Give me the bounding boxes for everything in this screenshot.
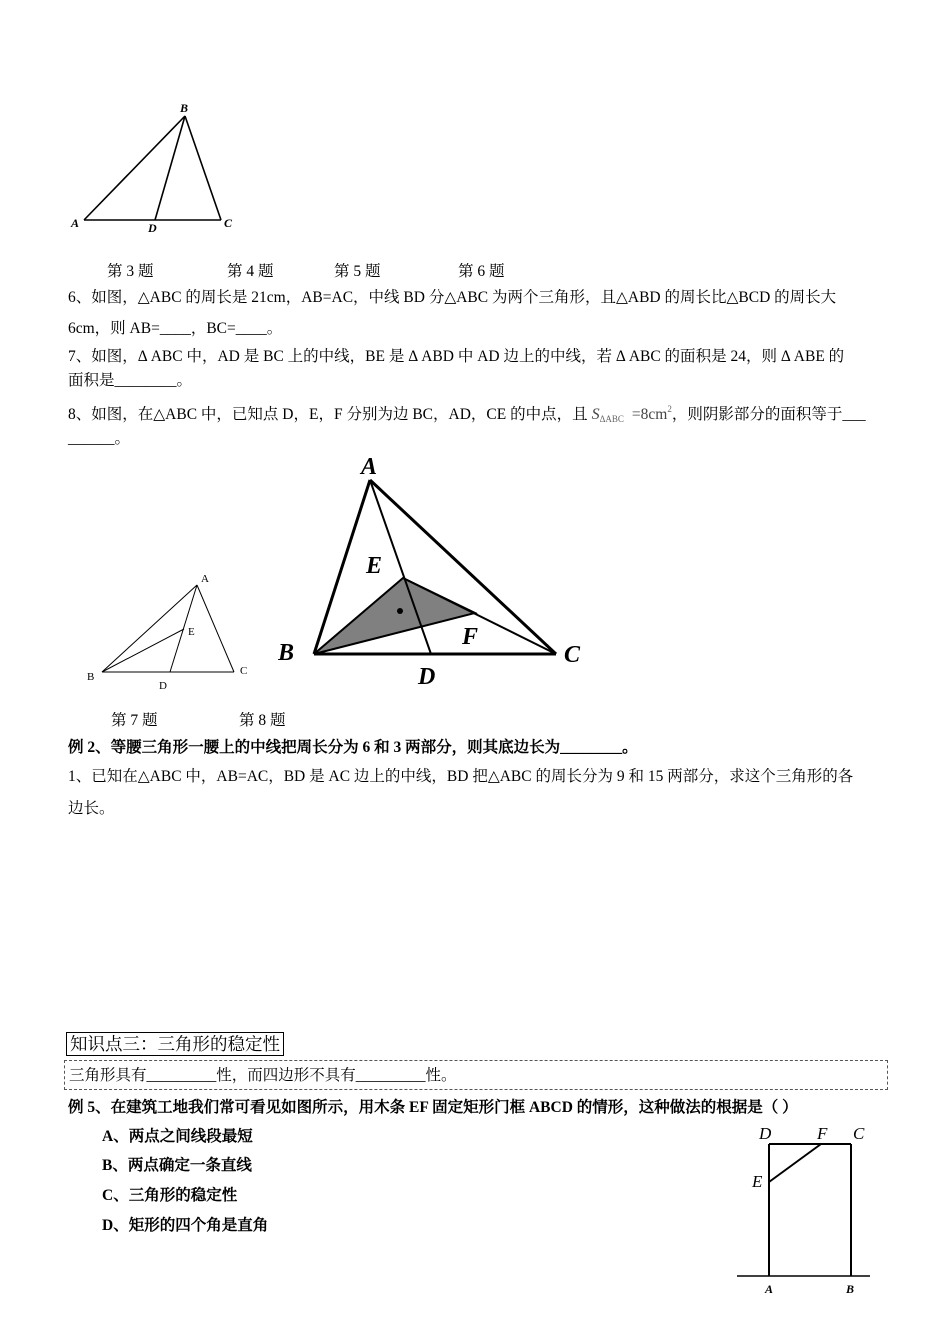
caption-q4: 第 4 题 [227,263,274,280]
label-d: D [159,680,167,692]
label-f: F [462,624,479,650]
option-d: D、矩形的四个角是直角 [102,1217,269,1234]
label-d: D [418,664,436,690]
caption-q3: 第 3 题 [107,263,154,280]
label-a: A [765,1282,774,1296]
area-superscript: 2 [667,404,672,414]
question-6-line1: 6、如图，△ABC 的周长是 21cm，AB=AC，中线 BD 分△ABC 为两个三角形，且△ABD 的周长比△BCD 的周长大 [68,289,837,306]
caption-q8: 第 8 题 [239,712,286,729]
question-1-line1: 1、已知在△ABC 中，AB=AC，BD 是 AC 边上的中线，BD 把△ABC 的周长分为 9 和 15 两部分，求这个三角形的各 [68,768,854,785]
label-b: B [180,101,189,115]
label-b: B [87,671,95,683]
label-a: A [71,216,80,230]
question-8-prefix: 8、如图，在△ABC 中，已知点 D，E，F 分别为边 BC，AD，CE 的中点，且 [68,406,588,423]
figure-triangle-abd [62,96,252,236]
option-c: C、三角形的稳定性 [102,1187,238,1204]
label-d: D [759,1124,772,1143]
label-e: E [366,553,383,579]
example-2: 例 2、等腰三角形一腰上的中线把周长分为 6 和 3 两部分，则其底边长为________。 [68,739,638,756]
label-b: B [846,1282,855,1296]
label-d: D [148,221,157,235]
question-8-suffix: ，则阴影部分的面积等于___ [671,406,866,423]
label-a: A [361,454,378,480]
caption-q6: 第 6 题 [458,263,505,280]
figure-q7 [82,568,257,698]
question-7-line1: 7、如图，Δ ABC 中，AD 是 BC 上的中线，BE 是 Δ ABD 中 AD 边上的中线，若 Δ ABC 的面积是 24，则 Δ ABE 的 [68,348,845,365]
label-c: C [853,1124,865,1143]
label-e: E [188,626,195,638]
area-symbol: S [591,406,600,423]
area-value: =8cm [631,406,668,423]
option-a: A、两点之间线段最短 [102,1128,253,1145]
question-8-line1 [68,398,866,430]
figure-door-frame [735,1118,885,1300]
question-1-line2: 边长。 [68,800,115,817]
figure-q8 [278,448,598,693]
knowledge-point-3-text: 三角形具有_________性，而四边形不具有_________性。 [69,1067,457,1084]
label-c: C [224,216,233,230]
question-7-line2: 面积是________。 [68,372,193,389]
option-b: B、两点确定一条直线 [102,1157,252,1174]
label-c: C [240,665,248,677]
area-subscript: ΔABC [599,414,624,424]
label-a: A [201,573,209,585]
label-c: C [564,642,581,668]
label-e: E [752,1172,763,1191]
knowledge-point-3-box [64,1060,888,1090]
label-f: F [817,1124,828,1143]
example-5-question: 例 5、在建筑工地我们常可看见如图所示，用木条 EF 固定矩形门框 ABCD 的情形，这种做法的根据是（ ） [68,1099,798,1116]
knowledge-point-3-title: 知识点三：三角形的稳定性 [66,1032,284,1056]
question-6-line2: 6cm，则 AB=____，BC=____。 [68,320,283,337]
caption-q7: 第 7 题 [111,712,158,729]
caption-q5: 第 5 题 [334,263,381,280]
label-b: B [278,640,295,666]
question-8-line2: ______。 [68,430,131,447]
